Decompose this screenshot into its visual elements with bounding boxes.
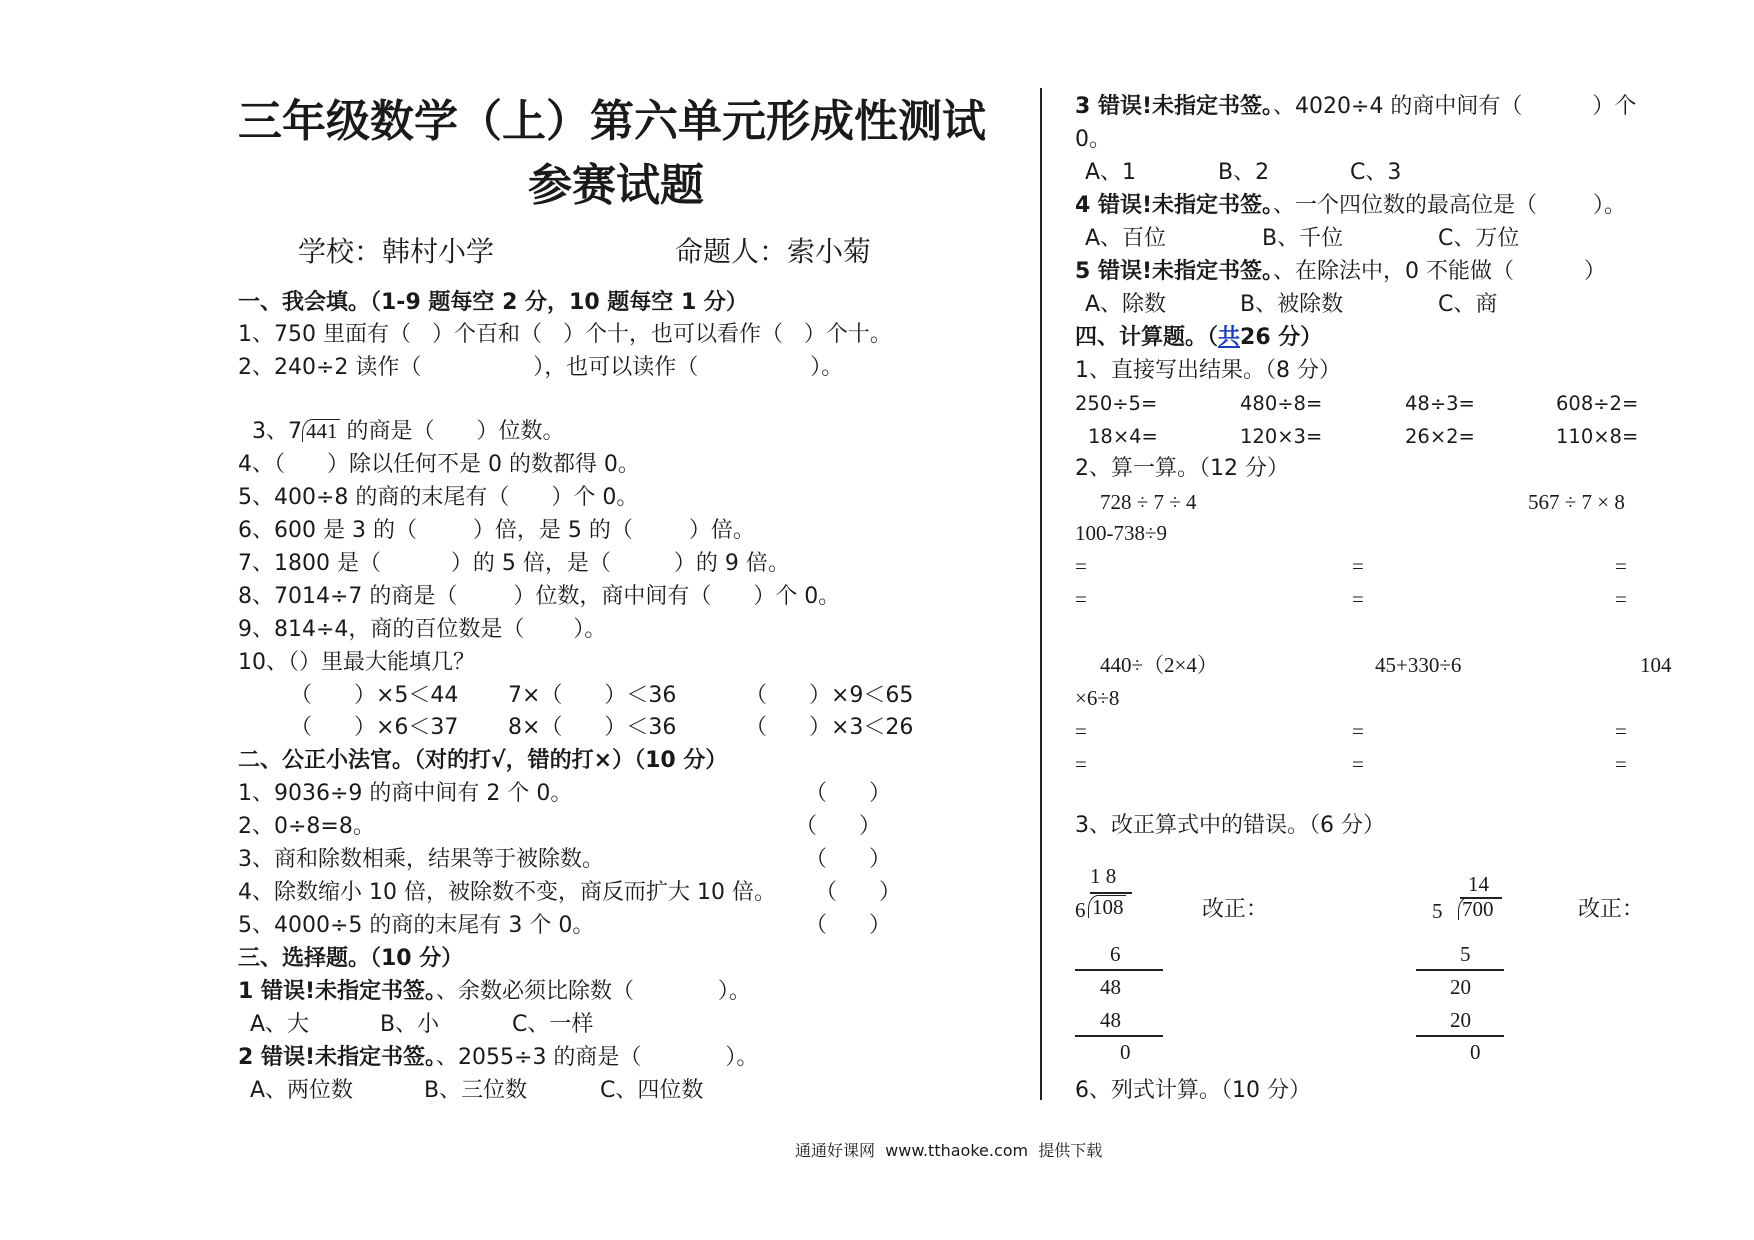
- equals-sign: =: [1615, 719, 1627, 743]
- question-2-5: 5、4000÷5 的商的末尾有 3 个 0。: [238, 913, 595, 938]
- option: C、3: [1350, 160, 1402, 185]
- inequality-b3: （ ）×3＜26: [745, 715, 914, 740]
- question-2-1: 1、9036÷9 的商中间有 2 个 0。: [238, 781, 573, 806]
- division-bracket: 441: [302, 419, 340, 442]
- bookmark-error: 2 错误!未指定书签。: [238, 1045, 437, 1070]
- answer-paren: （ ）: [805, 847, 891, 872]
- choice-question-4: [1075, 195, 1626, 217]
- option: B、千位: [1262, 226, 1344, 251]
- correction-label: 改正：: [1202, 897, 1269, 922]
- question-1-6: 6、600 是 3 的（ ）倍，是 5 的（ ）倍。: [238, 518, 755, 543]
- division-2-divisor: 5: [1432, 899, 1443, 923]
- option: A、两位数: [250, 1078, 354, 1103]
- part-6-label: 6、列式计算。（10 分）: [1075, 1078, 1311, 1103]
- equals-sign: =: [1075, 587, 1087, 611]
- answer-paren: （ ）: [815, 880, 901, 905]
- bookmark-error: 4 错误!未指定书签。: [1075, 193, 1274, 218]
- division-1-line: [1075, 1035, 1163, 1037]
- equals-sign: =: [1075, 719, 1087, 743]
- division-2-line: [1416, 969, 1504, 971]
- division-1-quotient: 1 8: [1090, 864, 1117, 888]
- option: C、一样: [512, 1012, 594, 1037]
- section4-heading-end: 26 分）: [1240, 325, 1323, 350]
- school-label: 学校：韩村小学: [298, 235, 495, 268]
- inequality-b1: （ ）×6＜37: [290, 715, 459, 740]
- question-1-3-prefix: 3、7: [252, 419, 302, 444]
- section1-heading: 一、我会填。（1-9 题每空 2 分，10 题每空 1 分）: [238, 290, 748, 315]
- division-2-bracket: [1458, 897, 1496, 920]
- equals-sign: =: [1352, 587, 1364, 611]
- question-2-2: 2、0÷8=8。: [238, 814, 375, 839]
- equals-sign: =: [1352, 554, 1364, 578]
- equals-sign: =: [1075, 752, 1087, 776]
- equals-sign: =: [1615, 554, 1627, 578]
- option: A、大: [250, 1012, 310, 1037]
- mental-calc-item: 480÷8=: [1240, 392, 1323, 415]
- choice-question-3: [1075, 96, 1636, 118]
- section2-heading: 二、公正小法官。（对的打√，错的打×）（10 分）: [238, 748, 728, 773]
- inequality-a2: 7×（ ）＜36: [508, 683, 677, 708]
- column-divider: [1040, 88, 1042, 1100]
- bookmark-error: 1 错误!未指定书签。: [238, 979, 437, 1004]
- option: C、四位数: [600, 1078, 704, 1103]
- question-2-3: 3、商和除数相乘，结果等于被除数。: [238, 847, 604, 872]
- equals-sign: =: [1352, 719, 1364, 743]
- division-2-step: 20: [1450, 975, 1471, 999]
- answer-paren: （ ）: [805, 913, 891, 938]
- question-1-7: 7、1800 是（ ）的 5 倍，是（ ）的 9 倍。: [238, 551, 790, 576]
- question-1-10: 10、（）里最大能填几？: [238, 650, 475, 675]
- option: A、1: [1085, 160, 1137, 185]
- option: B、被除数: [1240, 292, 1344, 317]
- division-1-step: 48: [1100, 1008, 1121, 1032]
- footer-text: 通通好课网 www.tthaoke.com 提供下载: [795, 1141, 1103, 1160]
- question-1-1: 1、750 里面有（ ）个百和（ ）个十，也可以看作（ ）个十。: [238, 322, 892, 347]
- division-2-quotient: 14: [1468, 872, 1489, 896]
- option: B、小: [380, 1012, 440, 1037]
- mental-calc-item: 110×8=: [1556, 425, 1639, 448]
- question-1-3: [238, 397, 564, 443]
- division-1-bracket: [1088, 895, 1126, 918]
- equals-sign: =: [1352, 752, 1364, 776]
- mental-calc-item: 120×3=: [1240, 425, 1323, 448]
- choice-question-1-text: 、余数必须比除数（ ）。: [436, 979, 751, 1004]
- question-1-4: 4、（ ）除以任何不是 0 的数都得 0。: [238, 452, 640, 477]
- expression-6-start: 104: [1640, 653, 1672, 677]
- section4-heading: [1075, 327, 1322, 349]
- part-3-label: 3、改正算式中的错误。（6 分）: [1075, 813, 1385, 838]
- inequality-b2: 8×（ ）＜36: [508, 715, 677, 740]
- page-subtitle: 参赛试题: [528, 160, 704, 211]
- equals-sign: =: [1075, 554, 1087, 578]
- choice-question-1: [238, 981, 751, 1003]
- expression-3: 100-738÷9: [1075, 521, 1168, 545]
- question-1-3-suffix: 的商是（ ）位数。: [339, 419, 565, 444]
- division-1-step: 6: [1110, 942, 1121, 966]
- division-1-dividend: 108: [1088, 895, 1126, 918]
- division-2-step: 0: [1470, 1040, 1481, 1064]
- section3-heading: 三、选择题。（10 分）: [238, 946, 464, 971]
- division-1-step: 0: [1120, 1040, 1131, 1064]
- division-2-line: [1416, 1035, 1504, 1037]
- choice-question-5-text: 、在除法中，0 不能做（ ）: [1273, 259, 1606, 284]
- expression-5: 45+330÷6: [1375, 653, 1462, 677]
- expression-2: 567 ÷ 7 × 8: [1528, 490, 1625, 514]
- division-1-bar: [1090, 892, 1132, 894]
- bookmark-error: 5 错误!未指定书签。: [1075, 259, 1274, 284]
- mental-calc-item: 48÷3=: [1405, 392, 1475, 415]
- mental-calc-item: 18×4=: [1088, 425, 1158, 448]
- question-1-2: 2、240÷2 读作（ ），也可以读作（ ）。: [238, 355, 844, 380]
- mental-calc-item: 250÷5=: [1075, 392, 1158, 415]
- mental-calc-item: 608÷2=: [1556, 392, 1639, 415]
- division-2-dividend: 700: [1458, 897, 1496, 920]
- part-1-label: 1、直接写出结果。（8 分）: [1075, 358, 1341, 383]
- option: C、商: [1438, 292, 1498, 317]
- answer-paren: （ ）: [805, 781, 891, 806]
- inequality-a1: （ ）×5＜44: [290, 683, 459, 708]
- choice-question-3-text: 、4020÷4 的商中间有（ ）个: [1273, 94, 1637, 119]
- equals-sign: =: [1615, 752, 1627, 776]
- choice-question-3-cont: 0。: [1075, 127, 1111, 152]
- option: B、三位数: [424, 1078, 528, 1103]
- bookmark-error: 3 错误!未指定书签。: [1075, 94, 1274, 119]
- mental-calc-item: 26×2=: [1405, 425, 1475, 448]
- option: C、万位: [1438, 226, 1520, 251]
- author-label: 命题人：索小菊: [675, 235, 872, 268]
- answer-paren: （ ）: [795, 814, 881, 839]
- question-1-5: 5、400÷8 的商的末尾有（ ）个 0。: [238, 485, 639, 510]
- division-1-divisor: 6: [1075, 898, 1086, 922]
- part-2-label: 2、算一算。（12 分）: [1075, 456, 1289, 481]
- inequality-a3: （ ）×9＜65: [745, 683, 914, 708]
- choice-question-2-text: 、2055÷3 的商是（ ）。: [436, 1045, 759, 1070]
- option: B、2: [1218, 160, 1270, 185]
- expression-1: 728 ÷ 7 ÷ 4: [1100, 490, 1197, 514]
- division-1-step: 48: [1100, 975, 1121, 999]
- section4-heading-start: 四、计算题。（: [1075, 325, 1219, 350]
- choice-question-4-text: 、一个四位数的最高位是（ ）。: [1273, 193, 1626, 218]
- section4-heading-link[interactable]: 共: [1218, 325, 1241, 350]
- question-2-4: 4、除数缩小 10 倍，被除数不变，商反而扩大 10 倍。: [238, 880, 776, 905]
- option: A、除数: [1085, 292, 1167, 317]
- question-1-9: 9、814÷4，商的百位数是（ ）。: [238, 617, 607, 642]
- expression-6-end: ×6÷8: [1075, 686, 1120, 710]
- page-title: 三年级数学（上）第六单元形成性测试: [238, 96, 986, 147]
- division-2-step: 5: [1460, 942, 1471, 966]
- equals-sign: =: [1615, 587, 1627, 611]
- correction-label: 改正：: [1578, 897, 1645, 922]
- choice-question-2: [238, 1047, 758, 1069]
- option: A、百位: [1085, 226, 1167, 251]
- division-1-line: [1075, 969, 1163, 971]
- choice-question-5: [1075, 261, 1606, 283]
- expression-4: 440÷（2×4）: [1100, 653, 1218, 677]
- division-2-step: 20: [1450, 1008, 1471, 1032]
- question-1-8: 8、7014÷7 的商是（ ）位数，商中间有（ ）个 0。: [238, 584, 841, 609]
